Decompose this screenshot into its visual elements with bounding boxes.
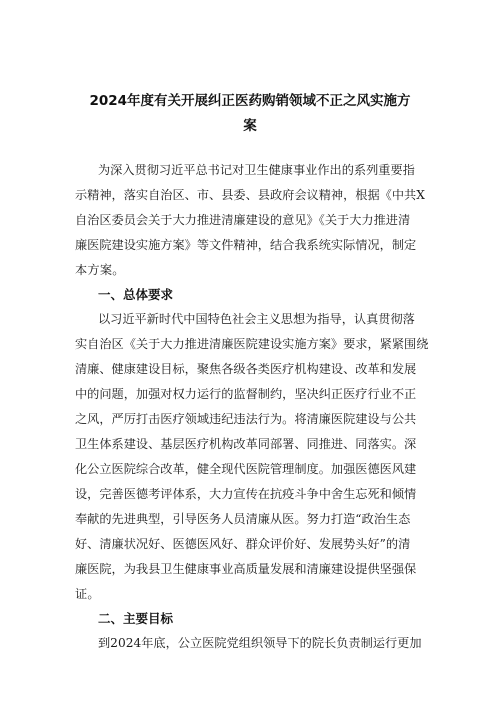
section1-line: 卫生体系建设、基层医疗机构改革同部署、同推进、同落实。深 — [75, 437, 417, 451]
section1-line: 之风，严厉打击医疗领域违纪违法行为。将清廉医院建设与公共 — [75, 412, 417, 426]
section2-line: 到2024年底，公立医院党组织领导下的院长负责制运行更加 — [98, 636, 422, 650]
section1-line: 证。 — [75, 587, 100, 601]
section-heading-general-requirements: 一、总体要求 — [98, 287, 174, 302]
section1-line: 设，完善医德考评体系，大力宣传在抗疫斗争中舍生忘死和倾情 — [75, 487, 417, 501]
section1-line: 实自治区《关于大力推进清廉医院建设实施方案》要求，紧紧围绕 — [75, 337, 429, 351]
section1-line: 中的问题，加强对权力运行的监督制约，坚决纠正医疗行业不正 — [75, 387, 417, 401]
section-heading-main-goals: 二、主要目标 — [98, 611, 174, 626]
intro-line: 为深入贯彻习近平总书记对卫生健康事业作出的系列重要指 — [98, 163, 415, 177]
section1-line: 清廉、健康建设目标，聚焦各级各类医疗机构建设、改革和发展 — [75, 362, 417, 376]
intro-line: 示精神，落实自治区、市、县委、县政府会议精神，根据《中共X — [75, 188, 425, 202]
section1-line: 奉献的先进典型，引导医务人员清廉从医。努力打造“政治生态 — [75, 512, 411, 526]
section1-line: 以习近平新时代中国特色社会主义思想为指导，认真贯彻落 — [98, 312, 415, 326]
intro-line: 本方案。 — [75, 263, 125, 277]
document-title-line-2: 案 — [243, 118, 257, 134]
section1-line: 好、清廉状况好、医德医风好、群众评价好、发展势头好”的清 — [75, 537, 411, 551]
intro-line: 自治区委员会关于大力推进清廉建设的意见》《关于大力推进清 — [75, 213, 411, 227]
section1-line: 廉医院，为我县卫生健康事业高质量发展和清廉建设提供坚强保 — [75, 562, 417, 576]
document-title-line-1: 2024年度有关开展纠正医药购销领域不正之风实施方 — [89, 93, 411, 109]
section1-line: 化公立医院综合改革，健全现代医院管理制度。加强医德医风建 — [75, 462, 417, 476]
intro-line: 廉医院建设实施方案》等文件精神，结合我系统实际情况，制定 — [75, 238, 417, 252]
